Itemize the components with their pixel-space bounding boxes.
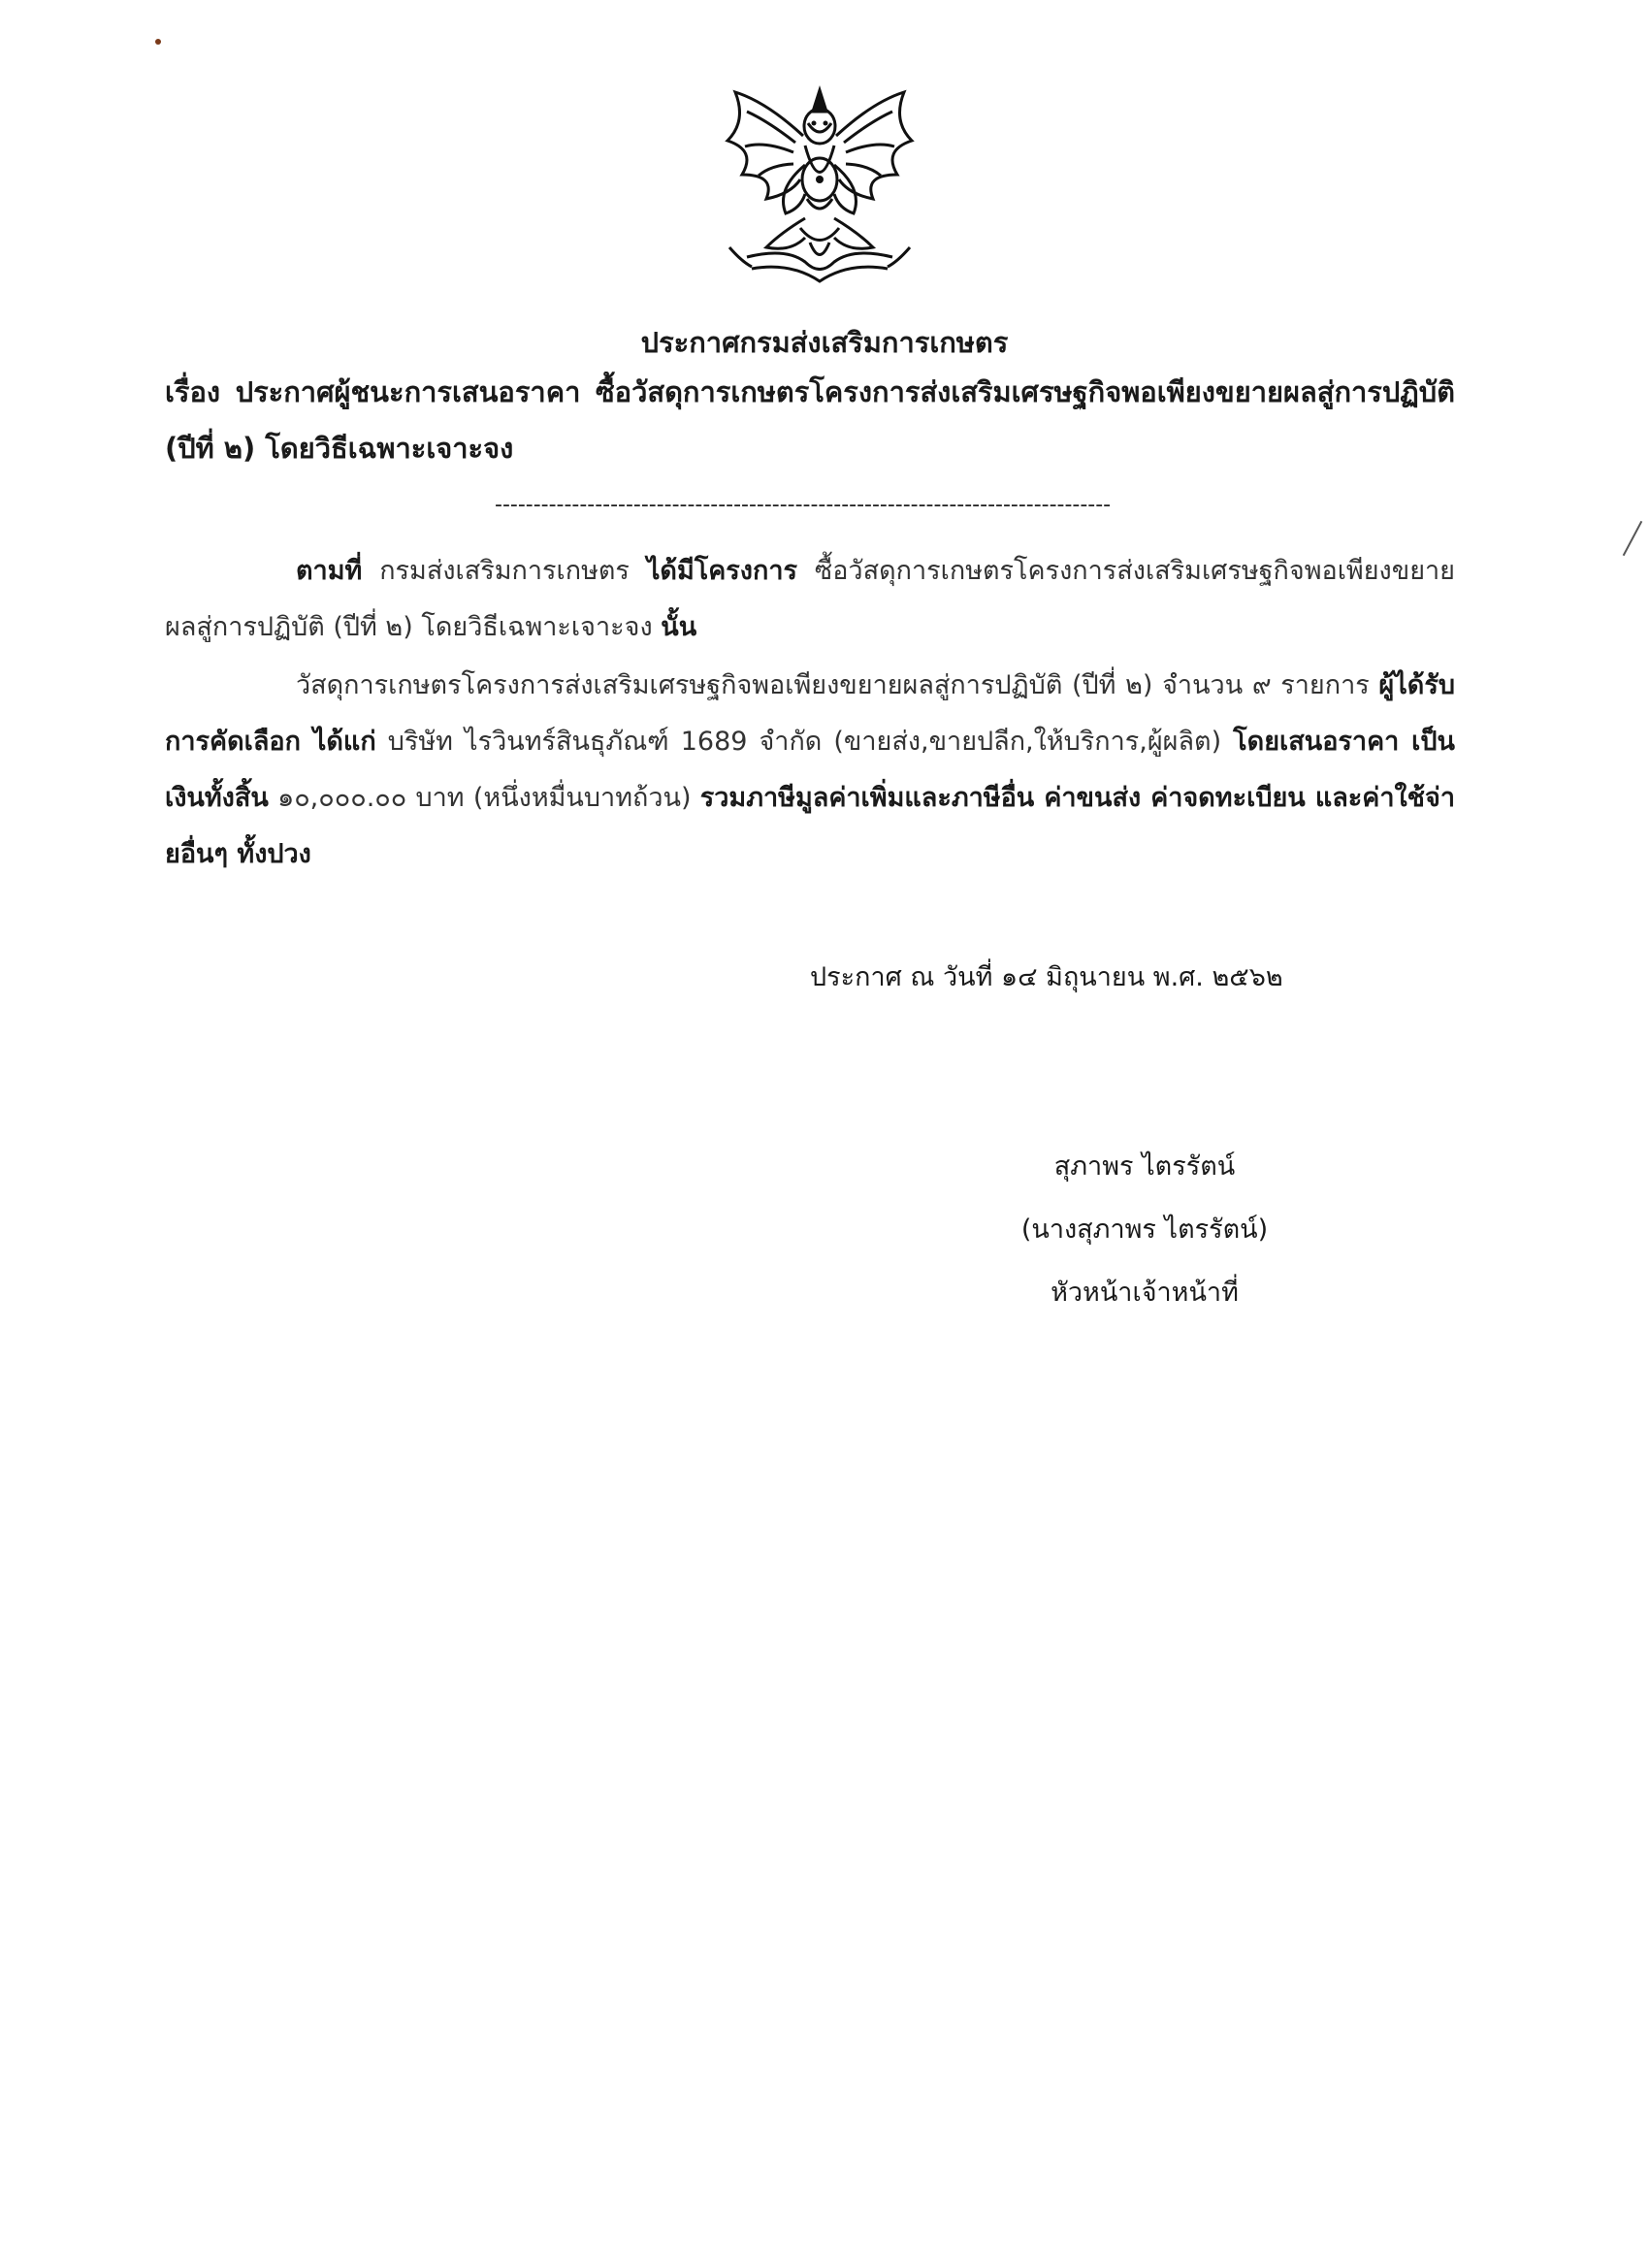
p2-winner-label: ผู้ได้รับการคัดเลือก ได้แก่ bbox=[165, 670, 1455, 757]
signature-full-name: (นางสุภาพร ไตรรัตน์) bbox=[1020, 1215, 1269, 1245]
garuda-emblem-icon bbox=[708, 82, 931, 291]
scan-edge-mark bbox=[1623, 521, 1643, 556]
signature-position: หัวหน้าเจ้าหน้าที่ bbox=[1051, 1278, 1239, 1308]
p1-mid: ได้มีโครงการ bbox=[646, 556, 797, 586]
p2-company: บริษัท ไรวินทร์สินธุภัณฑ์ 1689 จำกัด (ขายส่ง,ขายปลีก,ให้บริการ,ผู้ผลิต) bbox=[387, 727, 1222, 757]
paragraph-1 bbox=[165, 543, 1455, 656]
p2-item: วัสดุการเกษตรโครงการส่งเสริมเศรษฐกิจพอเพียงขยายผลสู่การปฏิบัติ (ปีที่ ๒) จำนวน ๙ รายการ bbox=[296, 670, 1370, 700]
document-title: ประกาศกรมส่งเสริมการเกษตร bbox=[640, 326, 1009, 359]
p2-amount: ๑๐,๐๐๐.๐๐ บาท (หนึ่งหมื่นบาทถ้วน) bbox=[277, 783, 692, 813]
subject-text: ซื้อวัสดุการเกษตรโครงการส่งเสริมเศรษฐกิจพอเพียงขยายผลสู่การปฏิบัติ (ปีที่ ๒) โดยวิธีเฉพาะเจาะจง bbox=[165, 375, 1456, 465]
p2-tail: รวมภาษีมูลค่าเพิ่มและภาษีอื่น ค่าขนส่ง ค่าจดทะเบียน และค่าใช้จ่ายอื่นๆ ทั้งปวง bbox=[165, 783, 1455, 869]
p1-agency: กรมส่งเสริมการเกษตร bbox=[379, 556, 630, 586]
p1-project: ซื้อวัสดุการเกษตรโครงการส่งเสริมเศรษฐกิจพอเพียงขยายผลสู่การปฏิบัติ (ปีที่ ๒) โดยวิธีเฉพาะเจาะจง bbox=[165, 556, 1455, 642]
subject-label: เรื่อง bbox=[165, 375, 221, 408]
announce-date: ประกาศ ณ วันที่ ๑๔ มิถุนายน พ.ศ. ๒๕๖๒ bbox=[810, 962, 1283, 992]
subject-bold-text: ประกาศผู้ชนะการเสนอราคา bbox=[235, 375, 581, 408]
scan-speck bbox=[155, 39, 161, 45]
separator-line: -------------------------------------------------------------------------------- bbox=[495, 493, 1112, 517]
p1-label: ตามที่ bbox=[296, 556, 363, 586]
signature-name: สุภาพร ไตรรัตน์ bbox=[1053, 1151, 1236, 1182]
p1-end: นั้น bbox=[661, 612, 697, 642]
paragraph-2 bbox=[165, 658, 1455, 883]
document-subject bbox=[165, 364, 1455, 476]
p2-price-label: โดยเสนอราคา เป็นเงินทั้งสิ้น bbox=[165, 727, 1455, 813]
